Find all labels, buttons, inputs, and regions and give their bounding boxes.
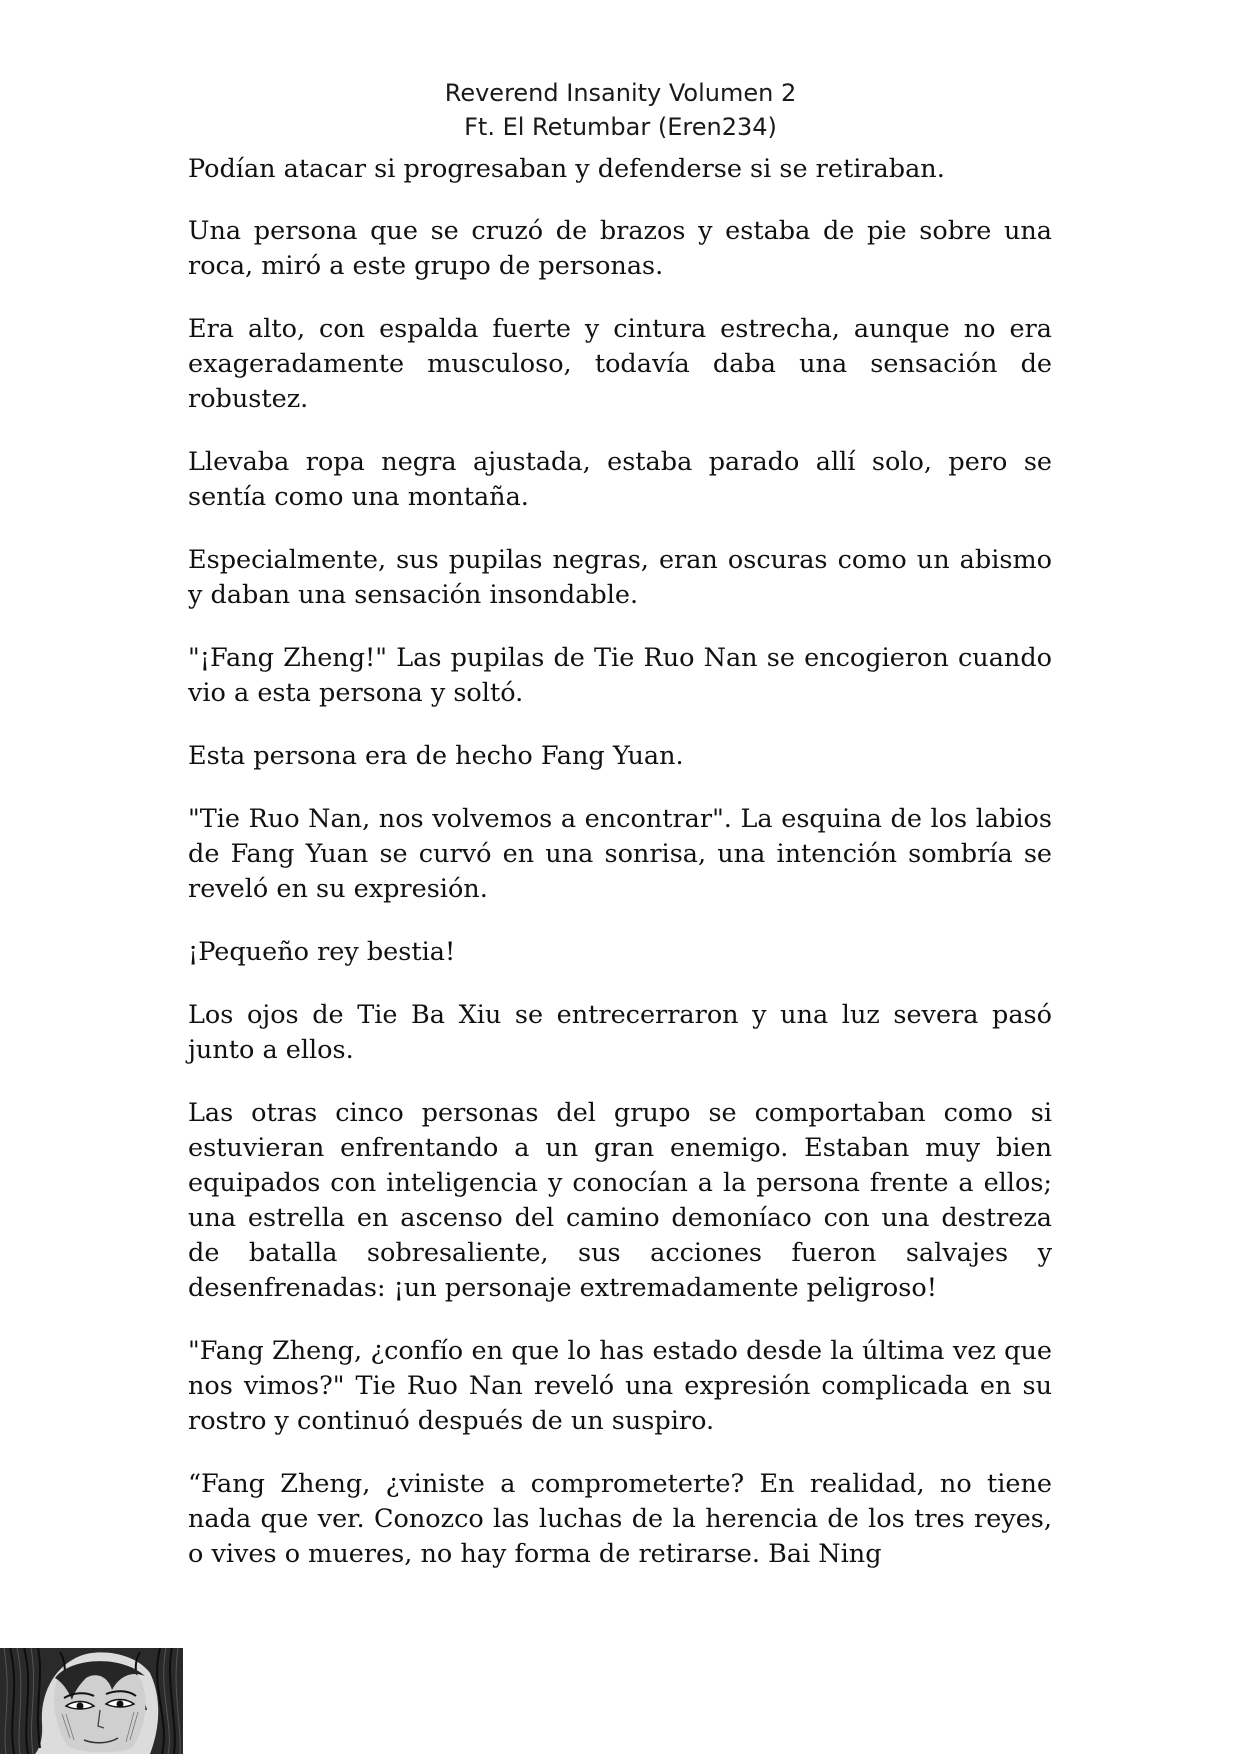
body-text [188, 152, 1052, 1600]
paragraph: “Fang Zheng, ¿viniste a comprometerte? En realidad, no tiene nada que ver. Conozco las luchas de la herencia de los tres reyes, o vives o mueres, no hay forma de retirarse. Bai Ning [188, 1469, 1052, 1569]
paragraph: Las otras cinco personas del grupo se comportaban como si estuvieran enfrentando a un gran enemigo. Estaban muy bien equipados con inteligencia y conocían a la persona frente a ellos; una estrella en ascenso del camino demoníaco con una destreza de batalla sobresaliente, sus acciones fueron salvajes y desenfrenadas: ¡un personaje extremadamente peligroso! [188, 1098, 1052, 1303]
character-illustration [0, 1648, 183, 1754]
paragraph: ¡Pequeño rey bestia! [188, 937, 456, 967]
paragraph: Llevaba ropa negra ajustada, estaba parado allí solo, pero se sentía como una montaña. [188, 447, 1052, 512]
header-title: Reverend Insanity Volumen 2 [444, 79, 797, 107]
paragraph: "Fang Zheng, ¿confío en que lo has estado desde la última vez que nos vimos?" Tie Ruo Nan reveló una expresión complicada en su rostro y continuó después de un suspiro. [188, 1336, 1052, 1436]
paragraph: Era alto, con espalda fuerte y cintura estrecha, aunque no era exageradamente musculoso, todavía daba una sensación de robustez. [188, 314, 1052, 414]
paragraph: Una persona que se cruzó de brazos y estaba de pie sobre una roca, miró a este grupo de personas. [188, 216, 1052, 281]
paragraph: Los ojos de Tie Ba Xiu se entrecerraron y una luz severa pasó junto a ellos. [188, 1000, 1052, 1065]
paragraph: Esta persona era de hecho Fang Yuan. [188, 741, 684, 771]
paragraph: "Tie Ruo Nan, nos volvemos a encontrar". La esquina de los labios de Fang Yuan se curvó en una sonrisa, una intención sombría se reveló en su expresión. [188, 804, 1052, 904]
paragraph: Especialmente, sus pupilas negras, eran oscuras como un abismo y daban una sensación insondable. [188, 545, 1052, 610]
page-header [0, 76, 1241, 144]
paragraph: Podían atacar si progresaban y defenderse si se retiraban. [188, 154, 945, 184]
header-credit: Ft. El Retumbar (Eren234) [464, 113, 777, 141]
paragraph: "¡Fang Zheng!" Las pupilas de Tie Ruo Nan se encogieron cuando vio a esta persona y soltó. [188, 643, 1052, 708]
